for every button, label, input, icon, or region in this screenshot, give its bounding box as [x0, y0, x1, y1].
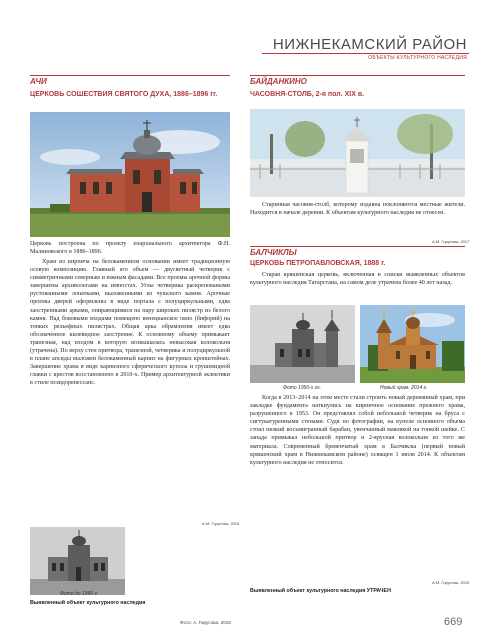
page-number: 669 [444, 616, 463, 628]
right-paragraph-1: Старинная часовня-столб, которому издавна поклоняются местные жители. Находится в начале деревни. К объектам культурного наследия не отнесен. [250, 202, 465, 217]
balchikly-new-photo [360, 305, 465, 383]
left-paragraph-1: Церковь построена по проекту епархиального архитектора Ф.Н. Малиновского в 1886–1896. [30, 241, 230, 256]
right-location: БАЙДАНКИНО [250, 77, 307, 86]
header-divider [262, 53, 469, 54]
right-mid-divider [250, 246, 465, 247]
left-location: АЧИ [30, 77, 47, 86]
balchikly-old-photo [250, 305, 355, 383]
chapel-photo [250, 109, 465, 197]
caption-old-photo: Фото 1950-х гг. [283, 385, 322, 391]
church-photo [30, 112, 230, 237]
right-heading-2: ЦЕРКОВЬ ПЕТРОПАВЛОВСКАЯ, 1888 г. [250, 260, 386, 267]
right-footnote: Выявленный объект культурного наследия УТРАЧЕН [250, 588, 391, 594]
photo-credit: Фото: А. Гирусова, 2015 [180, 620, 231, 625]
left-top-divider [30, 75, 230, 76]
section-subtitle: ОБЪЕКТЫ КУЛЬТУРНОГО НАСЛЕДИЯ [368, 55, 467, 61]
old-church-photo [30, 527, 125, 595]
right-credit-2: А.М. Гирусова, 2018 [432, 580, 470, 585]
right-location-2: БАЛЧИКЛЫ [250, 248, 297, 257]
right-top-divider [250, 75, 465, 76]
right-paragraph-3: Когда в 2013–2014 на этом месте стали строить новый деревянный храм, при закладке фундамента наткнулись на кирпичное основание прежнего храма, разрушенного в 1953. Он представлял собой небольшой четверик на бруса с сигтукатуренными стенами. Судя по фотографии, на куполе основного объема стоял низкий восьмигранный барабан, увенчанный маковкой на тонкой шейке. С запада примыкал небольшой притвор и 2-ярусная колокольня из того же материала. Современный бревенчатый храм в Балчиклы (первый новый кряшенский храм в Нижнекамском районе) освящен 1 июля 2014. К объектам культурного наследия не относится. [250, 395, 465, 466]
caption-new-photo: Новый храм. 2014 г. [380, 385, 428, 391]
left-footnote: Выявленный объект культурного наследия [30, 600, 146, 606]
right-paragraph-2: Старая кряшенская церковь, включенная в списки выявленных объектов культурного наследия Татарстана, на самом деле утрачена более 40 лет назад. [250, 272, 465, 287]
right-credit: А.М. Гирусова, 2017 [432, 239, 470, 244]
left-credit: А.М. Гирусова, 2016 [202, 521, 240, 526]
left-paragraph-2: Храм из кирпича на белокаменном основании имеет традиционную осевую композицию. Главный его объем — двусветный четверик с симметричными северным и южным фасадами. Все проемы арочной формы завершены архивольтами на импостах. Углы четверика раскреповаными рустованными лопатками, выложенными из чушского камня. Арочные проемы дверей оформлены в виде портала с полуциркульными, едва заостренными арками, опирающимися на пару широких пилястр из белого камня. Над боковыми входами помещено венецианское окно (бифорий) на тонких рельефных пилястрах. Общая арка обрамления имеет едва обозначенное килевидное заострение. К основному объему примыкает трапезная, над входом в которую возвышалась невысокая колокольня (утрачена). По верху стен притвора, трапезной, четверика и полуциркульной в плане апсиды выложен белокаменный карниз на фигурных кронштейнах. Завершение храма в виде карнизного сферического купола и грушевидной главки с крестов восстановлено в 2010-х. Пример архитектурной эклектики в стиле псевдоренессанс. [30, 259, 230, 387]
old-photo-caption: Фото до 1990 г. [60, 591, 99, 597]
right-heading: ЧАСОВНЯ-СТОЛБ, 2-я пол. XIX в. [250, 91, 365, 98]
left-heading: ЦЕРКОВЬ СОШЕСТВИЯ СВЯТОГО ДУХА, 1886–1896 гг. [30, 91, 218, 98]
section-title: НИЖНЕКАМСКИЙ РАЙОН [272, 36, 467, 53]
